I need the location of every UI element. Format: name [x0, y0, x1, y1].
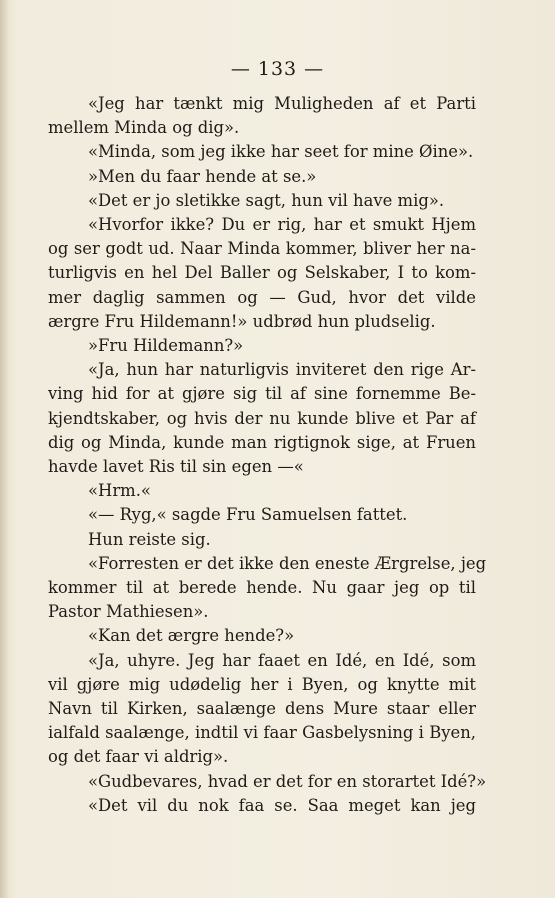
- text-line: »Men du faar hende at se.»: [88, 166, 317, 186]
- text-line: havde lavet Ris til sin egen —«: [48, 457, 304, 477]
- text-line: «Jeg har tænkt mig Muligheden af et Parti: [88, 94, 476, 113]
- text-line: »Fru Hildemann?»: [88, 336, 244, 356]
- text-line: mer daglig sammen og — Gud, hvor det vilde: [48, 287, 476, 307]
- text-line: «Hrm.«: [88, 481, 151, 501]
- text-line: mellem Minda og dig».: [48, 118, 240, 138]
- text-line: «Forresten er det ikke den eneste Ærgrelse, jeg: [88, 553, 487, 573]
- text-line: «Det vil du nok faa se. Saa meget kan jeg: [88, 795, 476, 815]
- text-line: «— Ryg,« sagde Fru Samuelsen fattet.: [88, 505, 408, 525]
- text-line: «Kan det ærgre hende?»: [88, 626, 295, 646]
- page-number: — 133 —: [230, 58, 325, 80]
- text-line: dig og Minda, kunde man rigtignok sige, at Fruen: [48, 432, 476, 452]
- text-line: «Hvorfor ikke? Du er rig, har et smukt Hjem: [88, 215, 476, 235]
- text-line: Pastor Mathiesen».: [48, 602, 209, 622]
- text-line: «Minda, som jeg ikke har seet for mine Øine».: [88, 142, 474, 162]
- text-line: og ser godt ud. Naar Minda kommer, bliver her na-: [48, 239, 476, 259]
- text-line: Navn til Kirken, saalænge dens Mure staar eller: [48, 699, 476, 719]
- text-line: «Det er jo sletikke sagt, hun vil have mig».: [88, 190, 445, 210]
- text-line: «Ja, uhyre. Jeg har faaet en Idé, en Idé, som: [88, 650, 476, 670]
- page-binding-edge: [0, 0, 8, 898]
- text-line: ialfald saalænge, indtil vi faar Gasbelysning i Byen,: [48, 723, 476, 743]
- text-line: vil gjøre mig udødelig her i Byen, og knytte mit: [48, 674, 476, 694]
- text-line: ving hid for at gjøre sig til af sine fornemme Be-: [48, 384, 476, 404]
- text-line: turligvis en hel Del Baller og Selskaber, I to kom-: [48, 263, 476, 283]
- text-line: «Ja, hun har naturligvis inviteret den rige Ar-: [88, 360, 476, 380]
- text-line: Hun reiste sig.: [88, 529, 211, 549]
- text-line: ærgre Fru Hildemann!» udbrød hun pludselig.: [48, 311, 436, 331]
- text-line: kjendtskaber, og hvis der nu kunde blive et Par af: [48, 408, 476, 428]
- text-line: «Gudbevares, hvad er det for en storartet Idé?»: [88, 771, 487, 791]
- text-line: kommer til at berede hende. Nu gaar jeg op til: [48, 578, 476, 598]
- text-line: og det faar vi aldrig».: [48, 747, 229, 767]
- body-text: [48, 92, 487, 818]
